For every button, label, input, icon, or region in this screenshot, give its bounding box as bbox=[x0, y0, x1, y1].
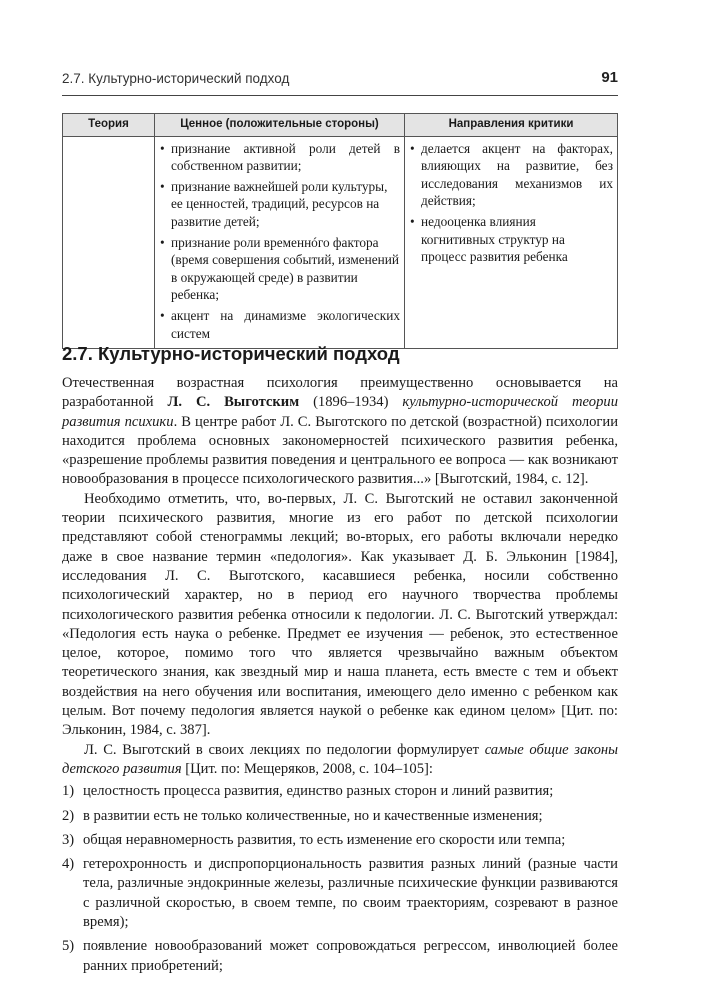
list-text: целостность процесса развития, единство разных сторон и линий развития; bbox=[83, 783, 554, 800]
list-item: • недооценка влияния когнитивных структур на процесс развития ребенка bbox=[409, 213, 613, 266]
list-text: появление новообразований может сопровождаться регрессом, инволюцией более ранних приобретений; bbox=[83, 938, 618, 974]
positives-list bbox=[159, 140, 400, 343]
table-row bbox=[63, 136, 618, 349]
text-run: . В центре работ Л. С. Выготского по детской (возрастной) психологии находится проблема основных закономерностей психического развития ребенка, «разрешение проблемы развития поведения и центрального ее вопроса — как возникают новообразования в процессе психологического развития...» [Выготский, 1984, с. 12]. bbox=[62, 413, 619, 488]
list-item: • делается акцент на факторах, влияющих на развитие, без исследования механизмов их действия; bbox=[409, 140, 613, 210]
column-header-positives: Ценное (положительные стороны) bbox=[155, 114, 405, 137]
laws-term: самые общие законы детского развития bbox=[62, 741, 618, 777]
page-number: 91 bbox=[601, 69, 618, 86]
list-number: 3) bbox=[62, 831, 75, 848]
section-title: 2.7. Культурно-исторический подход bbox=[62, 343, 400, 364]
list-number: 5) bbox=[62, 938, 75, 955]
text-run: Отечественная возрастная психология преимущественно основывается на разработанной bbox=[62, 375, 618, 411]
cell-theory bbox=[63, 136, 155, 349]
list-item bbox=[62, 782, 618, 801]
paragraph-1 bbox=[62, 374, 618, 490]
column-header-theory: Теория bbox=[63, 114, 155, 137]
list-text: в развитии есть не только количественные, но и качественные изменения; bbox=[83, 807, 543, 824]
text-run: (1896–1934) bbox=[299, 394, 403, 411]
cell-positives bbox=[155, 136, 405, 349]
list-text: общая неравномерность развития, то есть изменение его скорости или темпа; bbox=[83, 831, 566, 848]
running-title: 2.7. Культурно-исторический подход bbox=[62, 71, 290, 86]
list-number: 1) bbox=[62, 783, 75, 800]
list-item bbox=[62, 831, 618, 850]
text-run: [Цит. по: Мещеряков, 2008, с. 104–105]: bbox=[181, 760, 433, 777]
paragraph-3 bbox=[62, 741, 618, 780]
text-run: Л. С. Выготский в своих лекциях по педологии формулирует bbox=[84, 741, 485, 758]
author-name: Л. С. Выготским bbox=[167, 394, 300, 411]
list-item bbox=[62, 937, 618, 976]
theory-name: культурно-исторической теории развития психики bbox=[62, 394, 618, 430]
cell-criticism bbox=[405, 136, 618, 349]
list-item: • признание активной роли детей в собственном развитии; bbox=[159, 140, 400, 175]
column-header-criticism: Направления критики bbox=[405, 114, 618, 137]
list-item: • признание роли временнóго фактора (время совершения событий, изменений в окружающей среде) в развитии ребенка; bbox=[159, 234, 400, 304]
laws-list bbox=[62, 782, 618, 976]
list-item bbox=[62, 807, 618, 826]
list-item bbox=[62, 855, 618, 932]
list-text: гетерохронность и диспропорциональность развития разных линий (разные части тела, различные эндокринные железы, различные психические функции развиваются с различной скоростью, в своем темпе, по своим траекториям, созревают в разное время); bbox=[83, 856, 618, 931]
list-item: • признание важнейшей роли культуры, ее ценностей, традиций, ресурсов на развитие детей; bbox=[159, 178, 400, 231]
list-number: 4) bbox=[62, 856, 75, 873]
body-text bbox=[62, 374, 618, 981]
theories-table bbox=[62, 113, 618, 349]
list-item: • акцент на динамизме экологических систем bbox=[159, 307, 400, 342]
book-page bbox=[62, 0, 618, 1000]
list-number: 2) bbox=[62, 807, 75, 824]
criticism-list bbox=[409, 140, 613, 266]
table-header-row bbox=[63, 114, 618, 137]
page-header bbox=[62, 69, 618, 91]
paragraph-2: Необходимо отметить, что, во-первых, Л. С. Выготский не оставил законченной теории психического развития, многие из его работ по детской психологии представляют собой стенограммы лекций; во-вторых, его работы включали нередко даже в свое название термин «педология». Как указывает Д. Б. Эльконин [1984], исследования Л. С. Выготского, касавшиеся ребенка, носили собственно психологический характер, но в период его научного творчества проблемы психологического развития ребенка относили к педологии. Л. С. Выготский утверждал: «Педология есть наука о ребенке. Предмет ее изучения — ребенок, это естественное целое, которое, помимо того что является чрезвычайно важным объектом теоретического знания, как звездный мир и наша планета, есть вместе с тем и объект воздействия на него обучения или воспитания, имеющего дело именно с ребенком как целым. Вот почему педология является наукой о ребенке как едином целом» [Цит. по: Эльконин, 1984, с. 387]. bbox=[62, 490, 618, 739]
header-rule bbox=[62, 95, 618, 96]
